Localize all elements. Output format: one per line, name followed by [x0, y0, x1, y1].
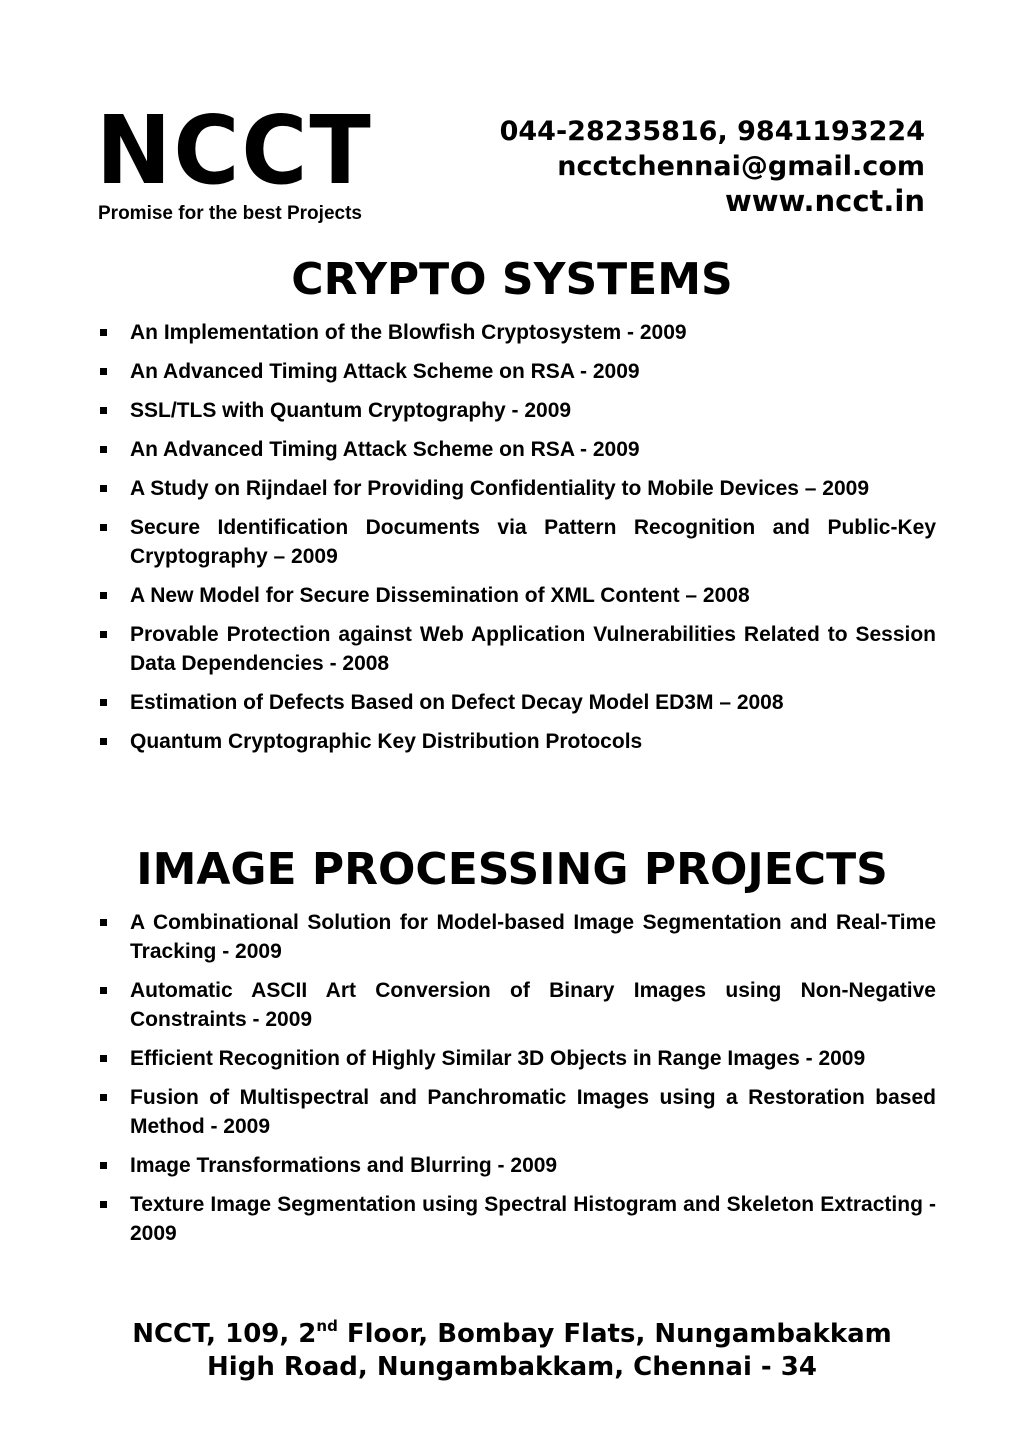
- website: www.ncct.in: [724, 184, 925, 218]
- list-item: [96, 976, 936, 1034]
- square-bullet-icon: [100, 485, 107, 492]
- square-bullet-icon: [100, 738, 107, 745]
- list-item: [96, 1190, 936, 1248]
- square-bullet-icon: [100, 1094, 107, 1101]
- square-bullet-icon: [100, 919, 107, 926]
- square-bullet-icon: [100, 446, 107, 453]
- list-item: [96, 908, 936, 966]
- square-bullet-icon: [100, 699, 107, 706]
- tagline: Promise for the best Projects: [98, 203, 362, 224]
- list-item-text: A Study on Rijndael for Providing Confidentiality to Mobile Devices – 2009: [130, 477, 870, 500]
- list-item: [96, 474, 936, 503]
- list-item-text: Fusion of Multispectral and Panchromatic Images using a Restoration based Method - 2009: [130, 1086, 936, 1138]
- square-bullet-icon: [100, 368, 107, 375]
- list-item: [96, 727, 936, 756]
- phone-numbers: 044-28235816, 9841193224: [499, 116, 925, 147]
- section-title-image-processing: IMAGE PROCESSING PROJECTS: [136, 844, 888, 895]
- list-item: [96, 1151, 936, 1180]
- list-item: [96, 513, 936, 571]
- square-bullet-icon: [100, 987, 107, 994]
- square-bullet-icon: [100, 592, 107, 599]
- address-ordinal-suffix: nd: [316, 1317, 338, 1335]
- square-bullet-icon: [100, 1162, 107, 1169]
- list-item: [96, 1044, 936, 1073]
- list-item: [96, 435, 936, 464]
- image-processing-project-list: [96, 908, 936, 1258]
- footer-address: [0, 1318, 1024, 1384]
- list-item: [96, 1083, 936, 1141]
- list-item-text: Image Transformations and Blurring - 2009: [130, 1154, 558, 1177]
- section-title-crypto: CRYPTO SYSTEMS: [291, 254, 733, 305]
- square-bullet-icon: [100, 631, 107, 638]
- address-line-2: High Road, Nungambakkam, Chennai - 34: [207, 1352, 817, 1382]
- list-item: [96, 357, 936, 386]
- list-item: [96, 688, 936, 717]
- list-item-text: Texture Image Segmentation using Spectral Histogram and Skeleton Extracting - 2009: [130, 1193, 936, 1245]
- square-bullet-icon: [100, 329, 107, 336]
- square-bullet-icon: [100, 524, 107, 531]
- list-item: [96, 396, 936, 425]
- list-item: [96, 318, 936, 347]
- list-item-text: Provable Protection against Web Application Vulnerabilities Related to Session Data Dependencies - 2008: [130, 623, 936, 675]
- address-line-1: [0, 1318, 1024, 1351]
- ncct-logo: NCCT: [96, 95, 373, 206]
- list-item-text: Quantum Cryptographic Key Distribution Protocols: [130, 730, 643, 753]
- address-line-1-end: Floor, Bombay Flats, Nungambakkam: [337, 1319, 892, 1349]
- list-item-text: A New Model for Secure Dissemination of XML Content – 2008: [130, 584, 750, 607]
- list-item-text: Efficient Recognition of Highly Similar 3D Objects in Range Images - 2009: [130, 1047, 866, 1070]
- list-item-text: Estimation of Defects Based on Defect Decay Model ED3M – 2008: [130, 691, 784, 714]
- list-item-text: Automatic ASCII Art Conversion of Binary Images using Non-Negative Constraints - 2009: [130, 979, 936, 1031]
- list-item-text: SSL/TLS with Quantum Cryptography - 2009: [130, 399, 572, 422]
- list-item-text: A Combinational Solution for Model-based Image Segmentation and Real-Time Tracking - 2009: [130, 911, 936, 963]
- address-line-1-start: NCCT, 109, 2: [132, 1319, 317, 1349]
- crypto-project-list: [96, 318, 936, 766]
- list-item-text: An Advanced Timing Attack Scheme on RSA - 2009: [130, 438, 640, 461]
- list-item-text: An Advanced Timing Attack Scheme on RSA - 2009: [130, 360, 640, 383]
- email-address: ncctchennai@gmail.com: [557, 151, 925, 182]
- list-item: [96, 581, 936, 610]
- square-bullet-icon: [100, 1055, 107, 1062]
- square-bullet-icon: [100, 407, 107, 414]
- contact-block: [500, 114, 925, 219]
- square-bullet-icon: [100, 1201, 107, 1208]
- list-item-text: An Implementation of the Blowfish Cryptosystem - 2009: [130, 321, 687, 344]
- list-item-text: Secure Identification Documents via Pattern Recognition and Public-Key Cryptography – 2009: [130, 516, 936, 568]
- list-item: [96, 620, 936, 678]
